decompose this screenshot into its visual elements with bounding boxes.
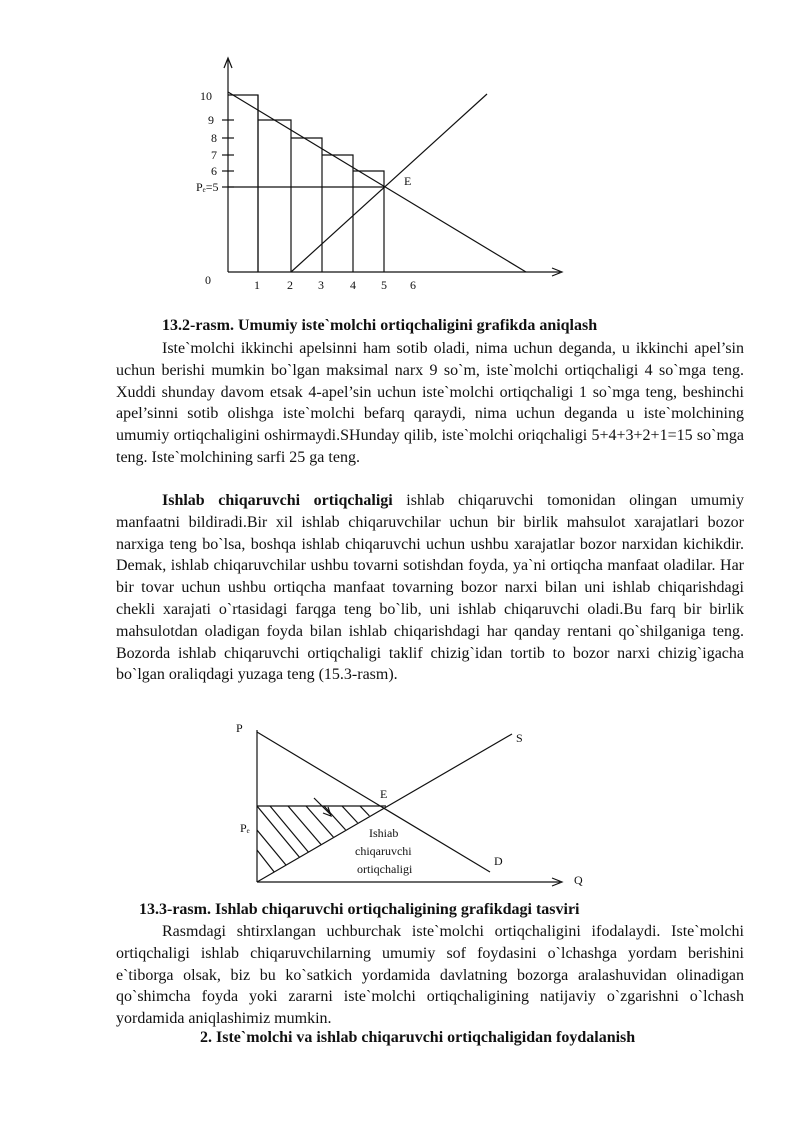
x-tick-label: 1 bbox=[254, 278, 260, 292]
y-tick-label: 6 bbox=[211, 164, 217, 178]
y-tick-label: 8 bbox=[211, 131, 217, 145]
step-4 bbox=[322, 155, 353, 272]
paragraph-text: ishlab chiqaruvchi tomonidan olingan umumiy manfaatni bildiradi.Bir xil ishlab chiqaruvchilar uchun bir birlik mahsulot xarajatlari bozor narxiga teng bo`lsa, boshqa ishlab chiqaruvchi uchun ushbu xarajatlar bozor narxidan kichikdir. Demak, ishlab chiqaruvchilar ushbu tovarni sotishdan foyda, ya`ni ortiqcha manfaat oladilar. Har bir tovar uchun ushbu ortiqcha manfaat tovarning bozor narxi bilan uni ishlab chiqarishdagi chekli xarajati o`rtasidagi farqga teng bo`lib, uni ishlab chiqaruvchi oladi.Bu farq bir birlik mahsulotdan oladigan foyda bilan ishlab chiqarishdagi har qanday rentani qo`shilganiga teng. Bozorda ishlab chiqaruvchi ortiqchaligi taklif chizig`idan tortib to bozor narxi chizig`igacha bo`lgan oraliqdagi yuzaga teng (15.3-rasm). bbox=[116, 492, 745, 684]
x-tick-label: 5 bbox=[381, 278, 387, 292]
step-3 bbox=[291, 138, 322, 272]
d-label: D bbox=[494, 854, 503, 868]
supply-line bbox=[257, 734, 512, 882]
x-tick-label: 2 bbox=[287, 278, 293, 292]
s-label: S bbox=[516, 731, 523, 745]
y-tick-label: 9 bbox=[208, 113, 214, 127]
paragraph: Rasmdagi shtirxlangan uchburchak iste`molchi ortiqchaligini ifodalaydi. Iste`molchi ortiqchaligi ishlab chiqaruvchilarning umumiy sof foydasini o`lchashga yordam berishini e`tiborga olsak, biz bu ko`satkich yordamida davlatning bozorga aralashuvidan olinadigan qo`shimcha foyda yoki zararni iste`molchi ortiqchaligining natijaviy o`zgarishni o`lchash yordamida aniqlashimiz mumkin. bbox=[116, 923, 744, 1028]
y-tick-label: 7 bbox=[211, 148, 217, 162]
step-2 bbox=[258, 120, 291, 272]
pe-label: Pₑ bbox=[240, 821, 250, 835]
supply-line bbox=[291, 94, 487, 272]
producer-surplus-chart bbox=[0, 710, 800, 910]
x-tick-label: 3 bbox=[318, 278, 324, 292]
origin-label: 0 bbox=[205, 273, 211, 287]
step-5 bbox=[353, 171, 384, 272]
equilibrium-label: E bbox=[404, 174, 412, 188]
figure-caption: 13.3-rasm. Ishlab chiqaruvchi ortiqchaligining grafikdagi tasviri bbox=[139, 901, 580, 918]
hatched-area bbox=[257, 806, 440, 890]
paragraph: Iste`molchi ikkinchi apelsinni ham sotib oladi, nima uchun deganda, u ikkinchi apel’sin uchun berishi mumkin bo`lgan maksimal narx 9 so`m, iste`molchi ortiqchaligi 4 so`mga teng. Xuddi shunday davom etsak 4-apel’sin uchun iste`molchi ortiqchaligi 1 so`mga teng, beshinchi apel’sinni sotib olishga iste`molchi befarq qaraydi, nima uchun deganda u iste`molchining umumiy ortiqchaligini oshirmaydi.SHunday qilib, iste`molchi oriqchaligi 5+4+3+2+1=15 so`mga teng. Iste`molchining sarfi 25 ga teng. bbox=[116, 340, 744, 466]
q-axis-label: Q bbox=[574, 873, 583, 887]
step-1 bbox=[228, 95, 258, 272]
p-axis-label: P bbox=[236, 721, 243, 735]
area-label: chiqaruvchi bbox=[355, 844, 412, 858]
x-tick-label: 6 bbox=[410, 278, 416, 292]
area-label: Ishiab bbox=[369, 826, 399, 840]
section-heading: 2. Iste`molchi va ishlab chiqaruvchi ortiqchaligidan foydalanish bbox=[200, 1029, 636, 1046]
area-label: ortiqchaligi bbox=[357, 862, 413, 876]
equilibrium-label: E bbox=[380, 787, 388, 801]
consumer-surplus-chart bbox=[0, 0, 800, 310]
demand-line bbox=[228, 92, 526, 272]
x-tick-label: 4 bbox=[350, 278, 356, 292]
paragraph bbox=[116, 490, 744, 686]
y-tick-label: Pₑ=5 bbox=[196, 180, 219, 194]
bold-term: Ishlab chiqaruvchi ortiqchaligi bbox=[162, 492, 393, 509]
y-tick-label: 10 bbox=[200, 89, 212, 103]
figure-caption: 13.2-rasm. Umumiy iste`molchi ortiqchaligini grafikda aniqlash bbox=[162, 317, 598, 334]
